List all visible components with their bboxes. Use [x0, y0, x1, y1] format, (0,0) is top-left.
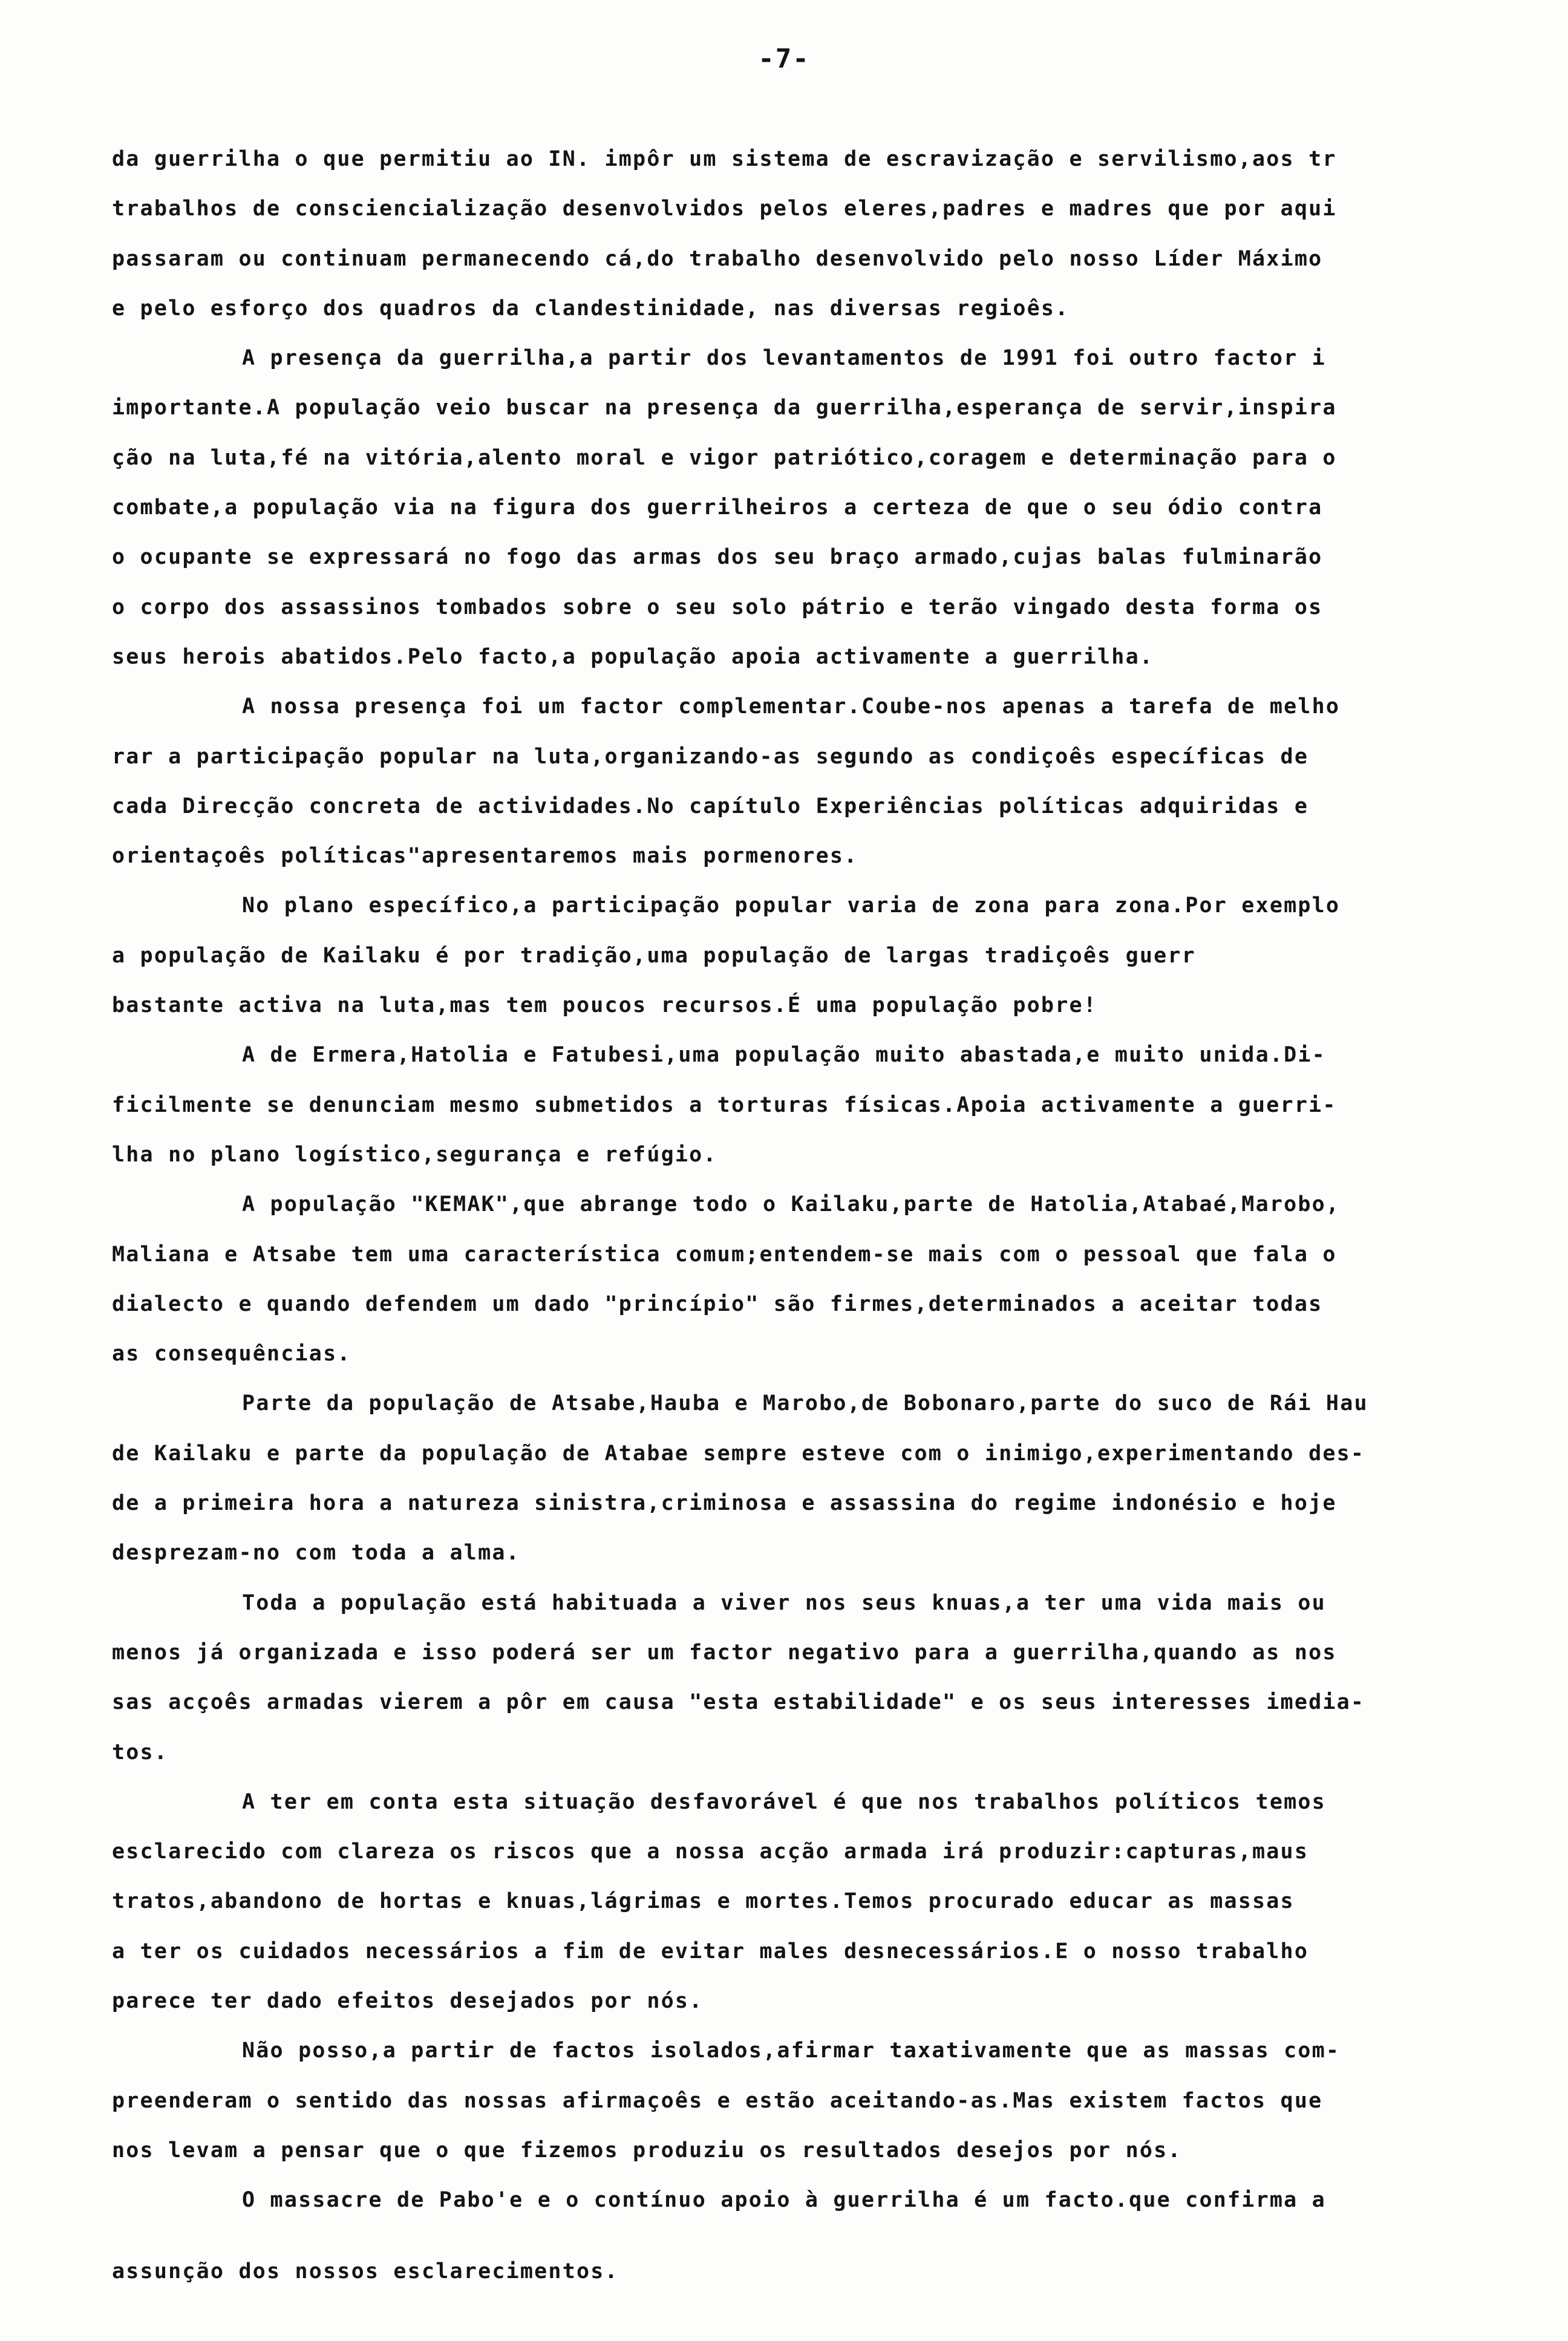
- paragraph-first-line: A de Ermera,Hatolia e Fatubesi,uma população muito abastada,e muito unida.Di-: [242, 1043, 1326, 1068]
- text-line: sas acçoês armadas vierem a pôr em causa "esta estabilidade" e os seus interesses imedia-: [112, 1690, 1365, 1715]
- text-line: orientaçoês políticas"apresentaremos mais pormenores.: [112, 844, 858, 869]
- paragraph-first-line: A presença da guerrilha,a partir dos levantamentos de 1991 foi outro factor i: [242, 346, 1326, 371]
- text-line: rar a participação popular na luta,organizando-as segundo as condiçoês específicas de: [112, 744, 1309, 769]
- text-line: ficilmente se denunciam mesmo submetidos a torturas físicas.Apoia activamente a guerri-: [112, 1092, 1337, 1117]
- text-line: passaram ou continuam permanecendo cá,do trabalho desenvolvido pelo nosso Líder Máximo: [112, 246, 1323, 271]
- text-line: menos já organizada e isso poderá ser um factor negativo para a guerrilha,quando as nos: [112, 1640, 1337, 1665]
- text-line: e pelo esforço dos quadros da clandestinidade, nas diversas regioês.: [112, 296, 1070, 321]
- text-line: o ocupante se expressará no fogo das armas dos seu braço armado,cujas balas fulminarão: [112, 545, 1323, 570]
- paragraph-first-line: O massacre de Pabo'e e o contínuo apoio à guerrilha é um facto.que confirma a: [242, 2188, 1326, 2213]
- text-line: lha no plano logístico,segurança e refúgio.: [112, 1142, 717, 1167]
- text-line: tos.: [112, 1740, 169, 1765]
- paragraph-first-line: Parte da população de Atsabe,Hauba e Marobo,de Bobonaro,parte do suco de Rái Hau: [242, 1391, 1368, 1416]
- paragraph-first-line: Não posso,a partir de factos isolados,afirmar taxativamente que as massas com-: [242, 2039, 1341, 2063]
- text-line: Maliana e Atsabe tem uma característica comum;entendem-se mais com o pessoal que fala o: [112, 1242, 1337, 1267]
- page-number: -7-: [758, 44, 810, 74]
- text-line: de Kailaku e parte da população de Atabae sempre esteve com o inimigo,experimentando des-: [112, 1441, 1365, 1466]
- paragraph-first-line: Toda a população está habituada a viver nos seus knuas,a ter uma vida mais ou: [242, 1590, 1326, 1615]
- text-line: da guerrilha o que permitiu ao IN. impôr um sistema de escravização e servilismo,aos tr: [112, 147, 1337, 171]
- text-line: combate,a população via na figura dos guerrilheiros a certeza de que o seu ódio contra: [112, 495, 1323, 520]
- text-line: de a primeira hora a natureza sinistra,criminosa e assassina do regime indonésio e hoje: [112, 1491, 1337, 1516]
- text-line: nos levam a pensar que o que fizemos produziu os resultados desejos por nós.: [112, 2138, 1182, 2163]
- paragraph-first-line: A população "KEMAK",que abrange todo o Kailaku,parte de Hatolia,Atabaé,Marobo,: [242, 1192, 1341, 1217]
- text-line: dialecto e quando defendem um dado "princípio" são firmes,determinados a aceitar todas: [112, 1291, 1323, 1316]
- text-line: o corpo dos assassinos tombados sobre o seu solo pátrio e terão vingado desta forma os: [112, 595, 1323, 619]
- text-line: a ter os cuidados necessários a fim de evitar males desnecessários.E o nosso trabalho: [112, 1939, 1309, 1964]
- text-line: desprezam-no com toda a alma.: [112, 1541, 520, 1566]
- text-line: assunção dos nossos esclarecimentos.: [112, 2259, 619, 2284]
- text-line: ção na luta,fé na vitória,alento moral e vigor patriótico,coragem e determinação para o: [112, 445, 1337, 470]
- text-line: trabalhos de consciencialização desenvolvidos pelos eleres,padres e madres que por aqui: [112, 197, 1337, 221]
- paragraph-first-line: A nossa presença foi um factor complementar.Coube-nos apenas a tarefa de melho: [242, 694, 1341, 719]
- text-line: esclarecido com clareza os riscos que a nossa acção armada irá produzir:capturas,maus: [112, 1840, 1309, 1864]
- text-line: as consequências.: [112, 1342, 351, 1366]
- text-line: cada Direcção concreta de actividades.No capítulo Experiências políticas adquiridas e: [112, 794, 1309, 818]
- text-line: parece ter dado efeitos desejados por nós.: [112, 1988, 704, 2013]
- text-line: preenderam o sentido das nossas afirmaçoês e estão aceitando-as.Mas existem factos que: [112, 2088, 1323, 2113]
- body-text: [112, 134, 1449, 2297]
- text-line: bastante activa na luta,mas tem poucos recursos.É uma população pobre!: [112, 993, 1098, 1018]
- text-line: seus herois abatidos.Pelo facto,a população apoia activamente a guerrilha.: [112, 644, 1154, 669]
- text-line: importante.A população veio buscar na presença da guerrilha,esperança de servir,inspira: [112, 396, 1337, 420]
- paragraph-first-line: A ter em conta esta situação desfavorável é que nos trabalhos políticos temos: [242, 1789, 1326, 1814]
- text-line: a população de Kailaku é por tradição,uma população de largas tradiçoês guerr: [112, 943, 1196, 968]
- paragraph-first-line: No plano específico,a participação popular varia de zona para zona.Por exemplo: [242, 893, 1341, 918]
- text-line: tratos,abandono de hortas e knuas,lágrimas e mortes.Temos procurado educar as massas: [112, 1889, 1295, 1914]
